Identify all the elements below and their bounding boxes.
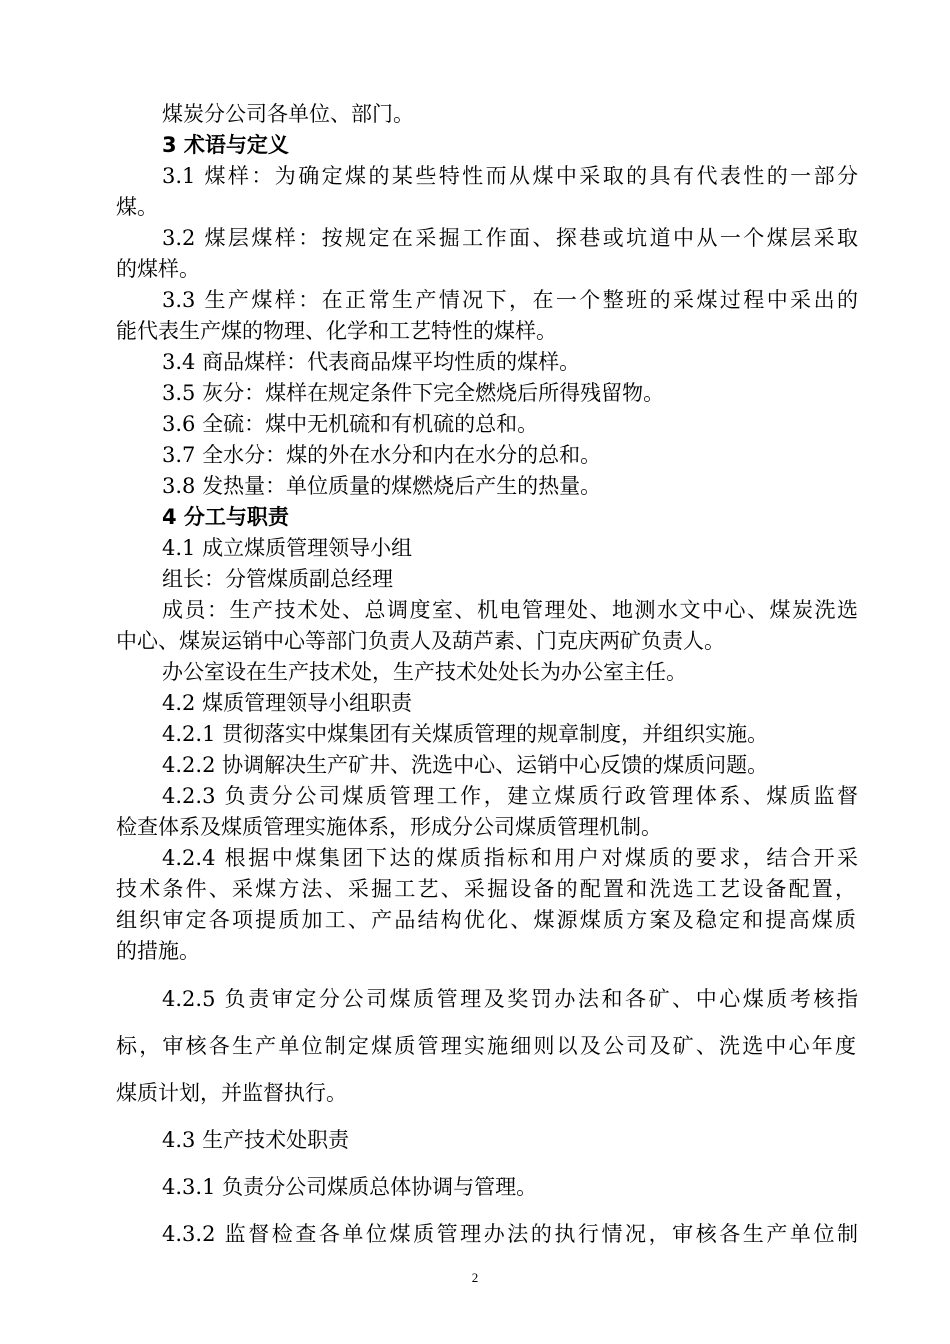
text-line: 4.3 生产技术处职责 [162, 1128, 350, 1152]
text-line: 3.6 全硫：煤中无机硫和有机硫的总和。 [162, 412, 539, 436]
text-line: 4.2.4 根据中煤集团下达的煤质指标和用户对煤质的要求，结合开采 [162, 846, 858, 870]
text-line: 成员：生产技术处、总调度室、机电管理处、地测水文中心、煤炭洗选 [162, 598, 858, 622]
text-line: 中心、煤炭运销中心等部门负责人及葫芦素、门克庆两矿负责人。 [116, 629, 725, 653]
text-line: 3.7 全水分：煤的外在水分和内在水分的总和。 [162, 443, 602, 467]
text-line: 的措施。 [116, 939, 200, 963]
text-line: 3.5 灰分：煤样在规定条件下完全燃烧后所得残留物。 [162, 381, 665, 405]
section-heading: 3 术语与定义 [162, 133, 289, 157]
text-line: 4.2.5 负责审定分公司煤质管理及奖罚办法和各矿、中心煤质考核指 [162, 987, 858, 1011]
text-line: 技术条件、采煤方法、采掘工艺、采掘设备的配置和洗选工艺设备配置， [116, 877, 856, 901]
text-line: 4.2.1 贯彻落实中煤集团有关煤质管理的规章制度，并组织实施。 [162, 722, 769, 746]
text-line: 煤炭分公司各单位、部门。 [162, 102, 414, 126]
text-line: 能代表生产煤的物理、化学和工艺特性的煤样。 [116, 319, 557, 343]
text-line: 4.3.2 监督检查各单位煤质管理办法的执行情况，审核各生产单位制 [162, 1222, 858, 1246]
text-line: 3.3 生产煤样：在正常生产情况下，在一个整班的采煤过程中采出的 [162, 288, 858, 312]
text-line: 4.3.1 负责分公司煤质总体协调与管理。 [162, 1175, 538, 1199]
text-line: 的煤样。 [116, 257, 200, 281]
text-line: 3.4 商品煤样：代表商品煤平均性质的煤样。 [162, 350, 581, 374]
text-line: 4.2.3 负责分公司煤质管理工作，建立煤质行政管理体系、煤质监督 [162, 784, 858, 808]
page-number: 2 [471, 1270, 479, 1285]
text-line: 办公室设在生产技术处，生产技术处处长为办公室主任。 [162, 660, 687, 684]
section-heading: 4 分工与职责 [162, 505, 289, 529]
text-line: 4.2 煤质管理领导小组职责 [162, 691, 413, 715]
text-line: 3.1 煤样：为确定煤的某些特性而从煤中采取的具有代表性的一部分 [162, 164, 858, 188]
text-line: 3.8 发热量：单位质量的煤燃烧后产生的热量。 [162, 474, 602, 498]
text-line: 4.2.2 协调解决生产矿井、洗选中心、运销中心反馈的煤质问题。 [162, 753, 769, 777]
text-line: 3.2 煤层煤样：按规定在采掘工作面、探巷或坑道中从一个煤层采取 [162, 226, 858, 250]
text-line: 4.1 成立煤质管理领导小组 [162, 536, 413, 560]
text-line: 煤。 [116, 195, 158, 219]
text-line: 组织审定各项提质加工、产品结构优化、煤源煤质方案及稳定和提高煤质 [116, 908, 856, 932]
text-line: 组长：分管煤质副总经理 [162, 567, 393, 591]
text-line: 煤质计划，并监督执行。 [116, 1081, 347, 1105]
text-line: 标，审核各生产单位制定煤质管理实施细则以及公司及矿、洗选中心年度 [116, 1034, 856, 1058]
text-line: 检查体系及煤质管理实施体系，形成分公司煤质管理机制。 [116, 815, 662, 839]
